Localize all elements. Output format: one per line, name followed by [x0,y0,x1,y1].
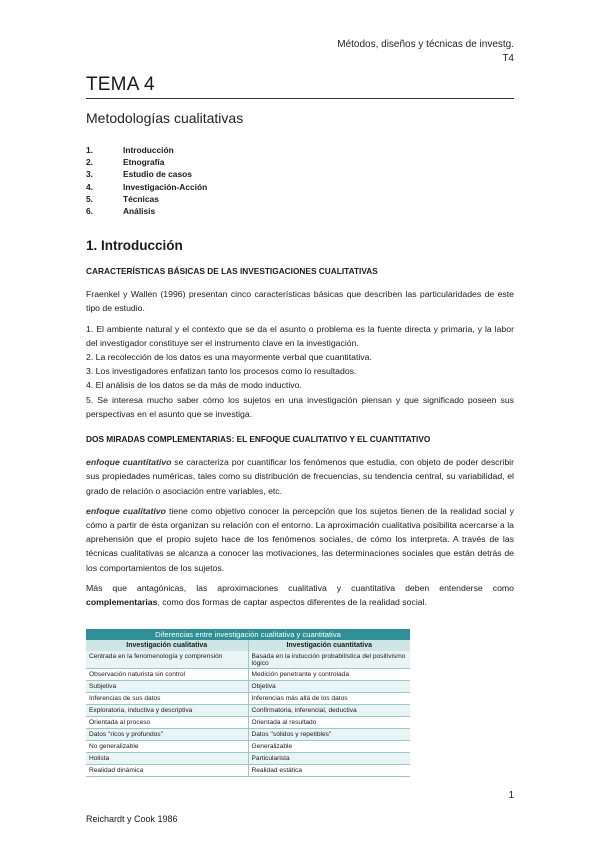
table-title: Diferencias entre investigación cualitativa y cuantitativa [86,629,410,640]
chapter-title: TEMA 4 [86,74,155,95]
table-row: Holista Particularista [86,753,410,765]
table-row: No generalizable Generalizable [86,741,410,753]
table-row: Realidad dinámica Realidad estática [86,765,410,777]
table-header-quantitative: Investigación cuantitativa [248,640,410,651]
subheading-characteristics: CARACTERÍSTICAS BÁSICAS DE LAS INVESTIGACIONES CUALITATIVAS [86,266,378,276]
running-header [337,38,514,66]
table-source: Reichardt y Cook 1986 [86,814,178,824]
subheading-approaches: DOS MIRADAS COMPLEMENTARIAS: EL ENFOQUE CUALITATIVO Y EL CUANTITATIVO [86,434,431,445]
toc-item: 1. Introducción [86,145,174,155]
table-of-contents [86,144,386,217]
intro-paragraph: Fraenkel y Wallen (1996) presentan cinco características básicas que describen las particularidades de este tipo de estudio. [86,289,514,314]
table-row: Observación naturista sin control Medición penetrante y controlada [86,669,410,681]
toc-item: 5. Técnicas [86,193,159,204]
toc-item: 6. Análisis [86,206,156,217]
table-header-qualitative: Investigación cualitativa [86,640,248,651]
comparison-table [86,629,410,777]
characteristic-item: 4. El análisis de los datos se da más de modo inductivo. [86,380,302,391]
table-row: Inferencias de sus datos Inferencias más allá de los datos [86,693,410,705]
section-heading: 1. Introducción [86,238,183,253]
page-number: 1 [508,790,514,801]
table-row: Orientada al proceso Orientada al resultado [86,717,410,729]
characteristic-item: 3. Los investigadores enfatizan tanto los procesos como lo resultados. [86,366,357,377]
complementary-paragraph: Más que antagónicas, las aproximaciones cualitativa y cuantitativa deben entenderse como complementarias, como dos formas de captar aspectos diferentes de la realidad social. [86,582,514,608]
table-row: Exploratoria, inductiva y descriptiva Confirmatoria, inferencial, deductiva [86,705,410,717]
table-row: Datos "ricos y profundos" Datos "sólidos y repetibles" [86,729,410,741]
table-row: Centrada en la fenomenología y comprensión Basada en la inducción probabilística del positivismo lógico [86,651,410,669]
characteristic-item: 2. La recolección de los datos es una mayormente verbal que cuantitativa. [86,352,372,363]
quantitative-paragraph: enfoque cuantitativo se caracteriza por cuantificar los fenómenos que estudia, con objeto de poder describir sus propiedades numéricas, tales como su distribución de frecuencias, su tendencia central, su variabilidad, el grado de relación o asociación entre variables, etc. [86,457,515,496]
toc-item: 4. Investigación-Acción [86,181,208,192]
table-row: Subjetiva Objetiva [86,681,410,693]
running-header-title: Métodos, diseños y técnicas de investg. [337,39,514,50]
chapter-subtitle: Metodologías cualitativas [86,110,244,126]
qualitative-paragraph: enfoque cualitativo tiene como objetivo conocer la percepción que los sujetos tienen de la realidad social y cómo a partir de ésta organizan su relación con el entorno. La aproximación cualitativa posibilita acercarse a la aprehensión que el propio sujeto hace de los fenómenos sociales, de cómo los interpreta. A través de las técnicas cualitativas se alcanza a conocer las motivaciones, las determinaciones sociales que están detrás de los comportamientos de los sujetos. [86,505,514,573]
section-body [86,264,514,615]
characteristic-item: 5. Se interesa mucho saber cómo los sujetos en una investigación piensan y que significado poseen sus perspectivas en el asunto que se investiga. [86,394,514,419]
title-divider [86,98,514,99]
toc-item: 3. Estudio de casos [86,169,192,180]
running-header-code: T4 [502,53,514,64]
characteristic-item: 1. El ambiente natural y el contexto que se da el asunto o problema es la fuente directa y primaria, y la labor del investigador constituye ser el instrumento clave en la investigación. [86,323,514,348]
toc-item: 2. Etnografía [86,157,165,168]
